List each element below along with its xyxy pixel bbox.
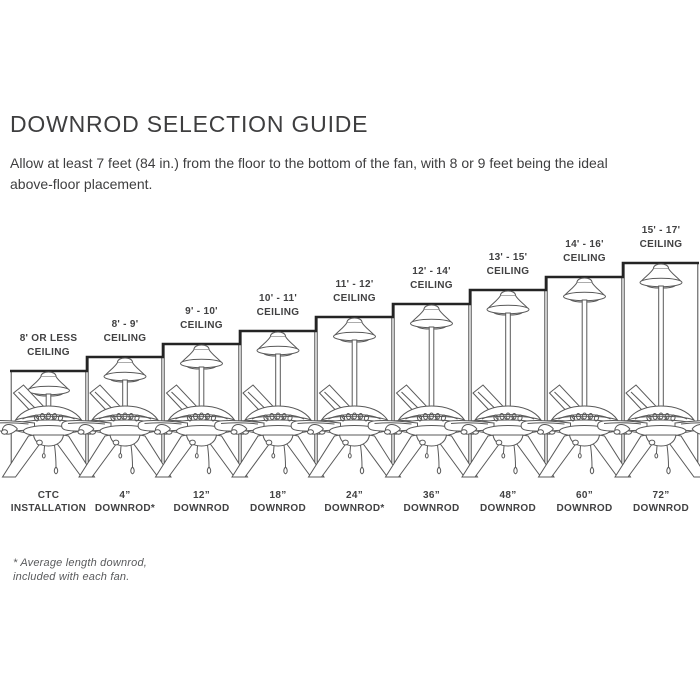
- downrod-label-3: 12” DOWNROD: [173, 490, 230, 514]
- downrod-label-8: 60” DOWNROD: [556, 490, 613, 514]
- ceiling-label-3: 9' - 10' CEILING: [180, 306, 223, 331]
- ceiling-label-7: 13' - 15' CEILING: [486, 252, 530, 277]
- downrod-label-5: 24” DOWNROD*: [324, 490, 385, 514]
- ceiling-label-4: 10' - 11' CEILING: [256, 293, 300, 318]
- downrod-label-2: 4” DOWNROD*: [94, 490, 156, 514]
- ceiling-label-6: 12' - 14' CEILING: [410, 266, 453, 291]
- fan-column-5: [291, 318, 418, 477]
- ceiling-label-5: 11' - 12' CEILING: [333, 279, 376, 304]
- downrod-label-7: 48” DOWNROD: [480, 490, 536, 514]
- footnote-line-1: * Average length downrod,: [13, 557, 148, 569]
- footnote-line-2: included with each fan.: [13, 570, 130, 583]
- fan-column-7: [445, 291, 572, 477]
- page-subtitle: Allow at least 7 feet (84 in.) from the floor to the bottom of the fan, with 8 or 9 feet being the ideal above-floor placement.: [10, 155, 608, 192]
- page-title: DOWNROD SELECTION GUIDE: [10, 111, 369, 137]
- footnote: [13, 557, 147, 584]
- ceiling-label-9: 15' - 17' CEILING: [639, 225, 683, 250]
- fan-column-8: [521, 278, 648, 477]
- ceiling-label-8: 14' - 16' CEILING: [563, 239, 606, 264]
- ceiling-label-2: 8' - 9' CEILING: [103, 319, 147, 344]
- ceiling-label-1: 8' OR LESS CEILING: [19, 333, 78, 358]
- downrod-label-1: CTC INSTALLATION: [10, 490, 87, 514]
- downrod-label-4: 18” DOWNROD: [250, 490, 306, 514]
- downrod-label-9: 72” DOWNROD: [633, 490, 689, 514]
- downrod-label-6: 36” DOWNROD: [403, 490, 460, 514]
- fan-column-9: [598, 264, 700, 477]
